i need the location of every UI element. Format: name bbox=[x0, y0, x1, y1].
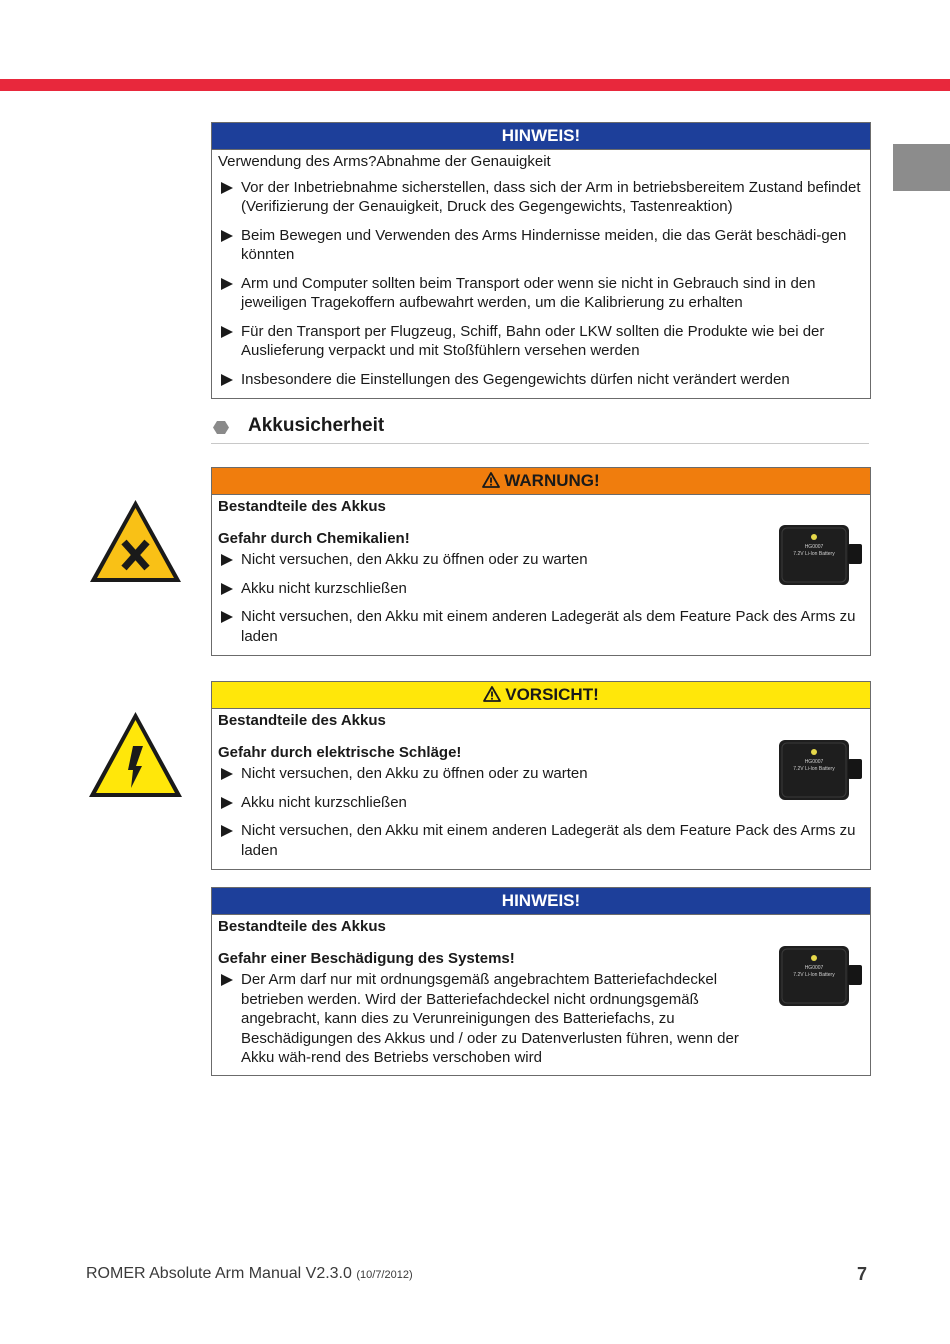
bullet-arrow-icon bbox=[221, 825, 233, 837]
svg-text:HG0007: HG0007 bbox=[804, 544, 824, 550]
bullet-arrow-icon bbox=[221, 611, 233, 623]
notice-box-accuracy bbox=[211, 122, 871, 399]
bullet-arrow-icon bbox=[221, 797, 233, 809]
notice-header: HINWEIS! bbox=[212, 888, 870, 915]
notice-lead: Bestandteile des Akkus bbox=[218, 918, 386, 935]
notice-list bbox=[218, 970, 862, 1068]
caution-lead: Bestandteile des Akkus bbox=[218, 712, 386, 729]
list-item: Für den Transport per Flugzeug, Schiff, Bahn oder LKW sollten die Produkte wie bei der Auslieferung verpackt und mit Stoßfühlern versehen werden bbox=[218, 322, 862, 361]
battery-image bbox=[778, 522, 864, 588]
chapter-side-tab bbox=[893, 144, 950, 191]
caution-box-electric bbox=[211, 681, 871, 870]
battery-image bbox=[778, 737, 864, 803]
bullet-arrow-icon bbox=[221, 554, 233, 566]
list-item: Der Arm darf nur mit ordnungsgemäß angebrachtem Batteriefachdeckel betrieben werden. Wird der Batteriefachdeckel nicht ordnungsgemäß angebracht, kann dies zu Verunreinigungen des Batteriefachs, zu Beschädigungen des Akkus und / oder zu Datenverlusten führen, wenn der Akku wäh-rend des Betriebs verschoben wird bbox=[218, 970, 862, 1068]
notice-header: HINWEIS! bbox=[212, 123, 870, 150]
svg-text:HG0007: HG0007 bbox=[804, 965, 824, 971]
irritant-hazard-icon bbox=[88, 498, 183, 584]
warning-lead: Bestandteile des Akkus bbox=[218, 498, 386, 515]
list-item: Akku nicht kurzschließen bbox=[218, 793, 862, 813]
notice-list bbox=[218, 178, 862, 390]
list-item: Nicht versuchen, den Akku zu öffnen oder zu warten bbox=[218, 764, 862, 784]
list-item: Arm und Computer sollten beim Transport oder wenn sie nicht in Gebrauch sind in den jeweiligen Tragekoffern aufbewahrt werden, um die Kalibrierung zu erhalten bbox=[218, 274, 862, 313]
hexagon-bullet-icon bbox=[213, 421, 229, 434]
bullet-arrow-icon bbox=[221, 583, 233, 595]
svg-text:7.2V Li-Ion Battery: 7.2V Li-Ion Battery bbox=[793, 972, 835, 978]
bullet-arrow-icon bbox=[221, 278, 233, 290]
warning-list bbox=[218, 550, 862, 646]
warning-box-chemicals bbox=[211, 467, 871, 656]
warning-triangle-icon bbox=[482, 472, 500, 488]
caution-subtitle: Gefahr durch elektrische Schläge! bbox=[218, 743, 462, 761]
electrical-hazard-icon bbox=[87, 710, 184, 799]
caution-list bbox=[218, 764, 862, 860]
section-title: Akkusicherheit bbox=[248, 415, 385, 436]
section-heading bbox=[211, 414, 869, 444]
list-item: Insbesondere die Einstellungen des Gegengewichts dürfen nicht verändert werden bbox=[218, 370, 862, 390]
warning-triangle-icon bbox=[483, 686, 501, 702]
footer-title: ROMER Absolute Arm Manual V2.3.0 (10/7/2012) bbox=[86, 1265, 413, 1282]
bullet-arrow-icon bbox=[221, 230, 233, 242]
top-red-stripe bbox=[0, 79, 950, 91]
warning-header: WARNUNG! bbox=[212, 468, 870, 495]
list-item: Nicht versuchen, den Akku zu öffnen oder zu warten bbox=[218, 550, 862, 570]
caution-header: VORSICHT! bbox=[212, 682, 870, 709]
page-number: 7 bbox=[857, 1264, 868, 1284]
list-item: Nicht versuchen, den Akku mit einem anderen Ladegerät als dem Feature Pack des Arms zu laden bbox=[218, 607, 862, 646]
list-item: Beim Bewegen und Verwenden des Arms Hindernisse meiden, die das Gerät beschädi-gen könnten bbox=[218, 226, 862, 265]
svg-text:7.2V Li-Ion Battery: 7.2V Li-Ion Battery bbox=[793, 766, 835, 772]
bullet-arrow-icon bbox=[221, 768, 233, 780]
notice-lead: Verwendung des Arms?Abnahme der Genauigkeit bbox=[218, 153, 551, 170]
battery-image bbox=[778, 943, 864, 1009]
bullet-arrow-icon bbox=[221, 974, 233, 986]
list-item: Akku nicht kurzschließen bbox=[218, 579, 862, 599]
warning-subtitle: Gefahr durch Chemikalien! bbox=[218, 529, 410, 547]
notice-box-system-damage bbox=[211, 887, 871, 1076]
svg-text:HG0007: HG0007 bbox=[804, 759, 824, 765]
notice-subtitle: Gefahr einer Beschädigung des Systems! bbox=[218, 949, 515, 967]
bullet-arrow-icon bbox=[221, 374, 233, 386]
bullet-arrow-icon bbox=[221, 182, 233, 194]
list-item: Vor der Inbetriebnahme sicherstellen, dass sich der Arm in betriebsbereitem Zustand befindet (Verifizierung der Genauigkeit, Druck des Gegengewichts, Tastenreaktion) bbox=[218, 178, 862, 217]
footer-date: (10/7/2012) bbox=[356, 1269, 413, 1281]
bullet-arrow-icon bbox=[221, 326, 233, 338]
list-item: Nicht versuchen, den Akku mit einem anderen Ladegerät als dem Feature Pack des Arms zu laden bbox=[218, 821, 862, 860]
svg-text:7.2V Li-Ion Battery: 7.2V Li-Ion Battery bbox=[793, 551, 835, 557]
